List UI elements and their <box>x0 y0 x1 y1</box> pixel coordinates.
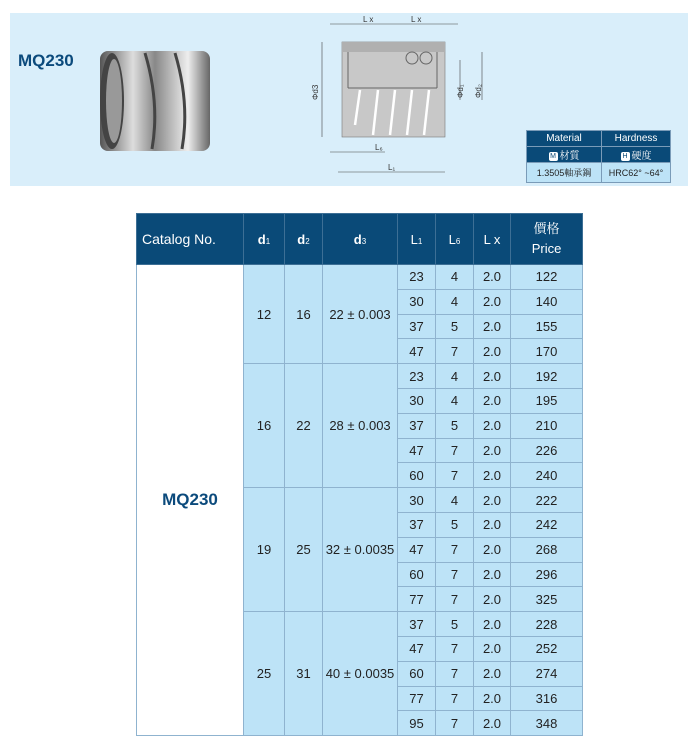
price-cell: 274 <box>511 661 583 686</box>
l6-cell: 7 <box>436 686 474 711</box>
material-hardness-table <box>526 130 671 183</box>
d3-cell: 40 ± 0.0035 <box>323 612 398 736</box>
price-cell: 242 <box>511 512 583 537</box>
header-d3: d3 <box>323 214 398 265</box>
l1-cell: 77 <box>398 686 436 711</box>
lx-cell: 2.0 <box>474 537 511 562</box>
lx-cell: 2.0 <box>474 636 511 661</box>
l1-cell: 47 <box>398 339 436 364</box>
l6-cell: 7 <box>436 661 474 686</box>
l1-cell: 60 <box>398 463 436 488</box>
lx-cell: 2.0 <box>474 612 511 637</box>
l1-cell: 47 <box>398 636 436 661</box>
l1-cell: 47 <box>398 438 436 463</box>
price-cell: 325 <box>511 587 583 612</box>
d2-cell: 25 <box>285 488 323 612</box>
lx-cell: 2.0 <box>474 265 511 290</box>
lx-cell: 2.0 <box>474 686 511 711</box>
l1-cell: 37 <box>398 612 436 637</box>
l1-cell: 23 <box>398 265 436 290</box>
price-cell: 192 <box>511 364 583 389</box>
lx-cell: 2.0 <box>474 289 511 314</box>
d1-cell: 25 <box>244 612 285 736</box>
l1-cell: 37 <box>398 314 436 339</box>
table-row <box>137 265 583 290</box>
header-l6: L6 <box>436 214 474 265</box>
l6-cell: 7 <box>436 438 474 463</box>
price-cell: 296 <box>511 562 583 587</box>
price-cell: 122 <box>511 265 583 290</box>
price-cell: 195 <box>511 388 583 413</box>
material-header: Material <box>527 131 602 147</box>
d3-cell: 22 ± 0.003 <box>323 265 398 364</box>
price-cell: 316 <box>511 686 583 711</box>
lx-cell: 2.0 <box>474 512 511 537</box>
d1-cell: 19 <box>244 488 285 612</box>
header-d2: d2 <box>285 214 323 265</box>
m-badge-icon: M <box>550 153 556 160</box>
price-cell: 140 <box>511 289 583 314</box>
l1-cell: 77 <box>398 587 436 612</box>
l6-cell: 5 <box>436 314 474 339</box>
lx-cell: 2.0 <box>474 711 511 736</box>
price-cell: 226 <box>511 438 583 463</box>
l6-cell: 7 <box>436 537 474 562</box>
hardness-value: HRC62° ~64° <box>602 163 671 183</box>
hardness-cn-header <box>602 147 671 163</box>
header-l1: L1 <box>398 214 436 265</box>
l6-cell: 7 <box>436 636 474 661</box>
lx-cell: 2.0 <box>474 388 511 413</box>
bushing-diagram <box>300 0 500 185</box>
price-cell: 228 <box>511 612 583 637</box>
lx-cell: 2.0 <box>474 438 511 463</box>
price-cell: 240 <box>511 463 583 488</box>
d3-cell: 28 ± 0.003 <box>323 364 398 488</box>
d3-cell: 32 ± 0.0035 <box>323 488 398 612</box>
price-cell: 268 <box>511 537 583 562</box>
product-title: MQ230 <box>18 51 74 70</box>
price-cell: 348 <box>511 711 583 736</box>
lx-cell: 2.0 <box>474 314 511 339</box>
price-cell: 210 <box>511 413 583 438</box>
material-cn: 材質 <box>559 151 580 162</box>
d2-cell: 22 <box>285 364 323 488</box>
d2-cell: 31 <box>285 612 323 736</box>
price-cell: 170 <box>511 339 583 364</box>
lx-cell: 2.0 <box>474 364 511 389</box>
header-price: 價格 Price <box>511 214 583 265</box>
lx-cell: 2.0 <box>474 339 511 364</box>
l6-cell: 7 <box>436 562 474 587</box>
l6-cell: 4 <box>436 488 474 513</box>
d1-cell: 12 <box>244 265 285 364</box>
l1-cell: 60 <box>398 661 436 686</box>
l1-cell: 30 <box>398 488 436 513</box>
l6-cell: 5 <box>436 512 474 537</box>
material-value: 1.3505軸承鋼 <box>527 163 602 183</box>
h-badge-icon: H <box>622 153 628 160</box>
spec-table <box>136 213 583 736</box>
l1-cell: 37 <box>398 512 436 537</box>
lx-cell: 2.0 <box>474 463 511 488</box>
header-lx: L x <box>474 214 511 265</box>
l6-cell: 5 <box>436 413 474 438</box>
header-d1: d1 <box>244 214 285 265</box>
l6-cell: 4 <box>436 289 474 314</box>
lx-cell: 2.0 <box>474 413 511 438</box>
bushing-photo <box>90 43 220 163</box>
l6-cell: 4 <box>436 364 474 389</box>
lx-cell: 2.0 <box>474 587 511 612</box>
lx-label-right: L x <box>411 15 422 24</box>
l1-cell: 47 <box>398 537 436 562</box>
l6-cell: 7 <box>436 463 474 488</box>
l1-cell: 37 <box>398 413 436 438</box>
l1-cell: 23 <box>398 364 436 389</box>
l1-cell: 95 <box>398 711 436 736</box>
hardness-header: Hardness <box>602 131 671 147</box>
l6-cell: 5 <box>436 612 474 637</box>
d2-label: Φd₂ <box>474 84 483 98</box>
price-cell: 155 <box>511 314 583 339</box>
l1-cell: 30 <box>398 289 436 314</box>
catalog-no-cell: MQ230 <box>137 265 244 736</box>
lx-cell: 2.0 <box>474 661 511 686</box>
l1-label: L₁ <box>388 163 396 172</box>
price-cell: 222 <box>511 488 583 513</box>
d1-cell: 16 <box>244 364 285 488</box>
l6-cell: 4 <box>436 388 474 413</box>
hardness-cn: 硬度 <box>631 151 652 162</box>
l1-cell: 60 <box>398 562 436 587</box>
l6-cell: 7 <box>436 339 474 364</box>
l6-label: L₆ <box>375 143 383 152</box>
l1-cell: 30 <box>398 388 436 413</box>
l6-cell: 4 <box>436 265 474 290</box>
d1-label: Φd₁ <box>456 84 465 98</box>
l6-cell: 7 <box>436 587 474 612</box>
d2-cell: 16 <box>285 265 323 364</box>
price-cell: 252 <box>511 636 583 661</box>
d3-label: Φd3 <box>311 84 320 100</box>
material-cn-header <box>527 147 602 163</box>
l6-cell: 7 <box>436 711 474 736</box>
lx-cell: 2.0 <box>474 562 511 587</box>
header-catalog: Catalog No. <box>137 214 244 265</box>
lx-cell: 2.0 <box>474 488 511 513</box>
lx-label-left: L x <box>363 15 374 24</box>
